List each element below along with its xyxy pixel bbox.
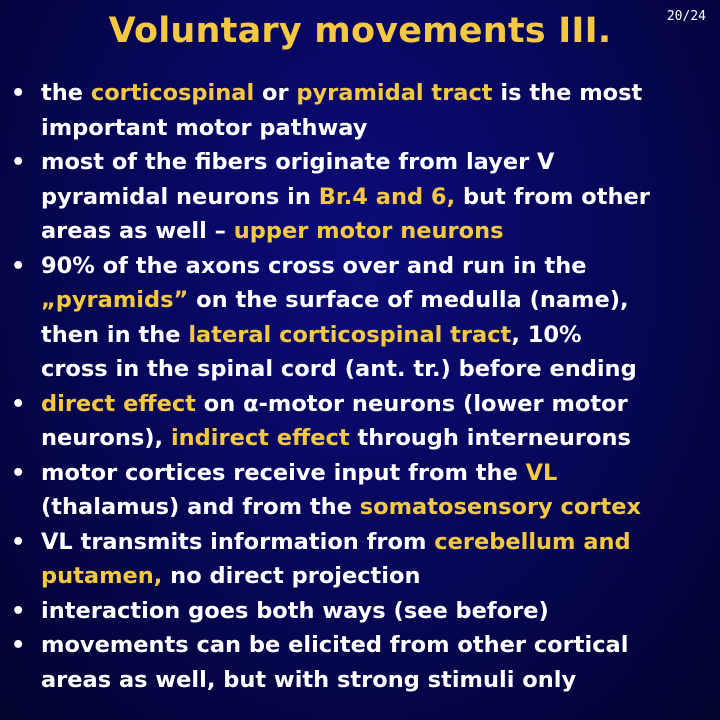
bullet-line	[41, 456, 712, 491]
bullet-line	[41, 352, 712, 387]
highlighted-term: putamen,	[41, 563, 163, 589]
bullet-line	[41, 111, 712, 146]
bullet-text: on the surface of medulla (name),	[188, 287, 629, 313]
bullet-line	[41, 76, 712, 111]
bullet-line	[41, 145, 712, 180]
highlighted-term: corticospinal	[90, 80, 255, 106]
bullet-text: or	[254, 80, 297, 106]
bullet-line	[41, 249, 712, 284]
bullet-item	[8, 145, 712, 249]
bullet-item	[8, 76, 712, 145]
highlighted-term: somatosensory cortex	[359, 494, 641, 520]
bullet-text: VL transmits information from	[41, 528, 435, 555]
bullet-text: interaction goes both ways (see before)	[41, 597, 549, 624]
bullet-text: neurons),	[41, 425, 171, 451]
bullet-list	[8, 76, 712, 697]
bullet-text: 90% of the axons cross over and run in the	[41, 252, 587, 279]
bullet-text: areas as well, but with strong stimuli only	[41, 666, 577, 693]
bullet-item	[8, 628, 712, 697]
bullet-text: important motor pathway	[41, 114, 368, 141]
highlighted-term: direct effect	[41, 390, 196, 417]
bullet-marker: •	[11, 80, 26, 106]
bullet-text: cross in the spinal cord (ant. tr.) before ending	[41, 356, 637, 382]
bullet-text: but from other	[455, 183, 650, 210]
bullet-text: areas as well –	[41, 218, 234, 244]
bullet-line	[41, 490, 712, 525]
bullet-line	[41, 214, 712, 249]
highlighted-term: upper motor neurons	[233, 218, 504, 244]
bullet-marker: •	[11, 459, 26, 486]
bullet-line	[41, 525, 712, 560]
bullet-text: , 10%	[511, 321, 582, 348]
bullet-line	[41, 628, 712, 663]
bullet-text: most of the fibers originate from layer V	[41, 149, 555, 175]
bullet-line	[41, 421, 712, 456]
bullet-marker: •	[11, 597, 26, 624]
bullet-text: motor cortices receive input from the	[41, 459, 526, 486]
bullet-marker: •	[11, 390, 26, 417]
bullet-line	[41, 663, 712, 698]
bullet-item	[8, 594, 712, 629]
highlighted-term: Br.4 and 6,	[318, 183, 456, 210]
highlighted-term: „pyramids”	[41, 287, 189, 313]
page-number: 20/24	[666, 9, 706, 24]
bullet-text: movements can be elicited from other cortical	[41, 632, 629, 658]
bullet-marker: •	[11, 632, 26, 658]
bullet-line	[41, 180, 712, 215]
bullet-item	[8, 249, 712, 387]
bullet-line	[41, 318, 712, 353]
bullet-item	[8, 525, 712, 594]
bullet-marker: •	[11, 149, 26, 175]
bullet-item	[8, 456, 712, 525]
bullet-line	[41, 559, 712, 594]
bullet-line	[41, 283, 712, 318]
bullet-marker: •	[11, 252, 26, 279]
highlighted-term: VL	[525, 459, 558, 486]
highlighted-term: cerebellum and	[434, 528, 631, 555]
highlighted-term: indirect effect	[170, 425, 350, 451]
bullet-text: through interneurons	[349, 425, 631, 451]
highlighted-term: lateral corticospinal tract	[188, 321, 512, 348]
bullet-marker: •	[11, 528, 26, 555]
bullet-text: (thalamus) and from the	[41, 494, 360, 520]
bullet-item	[8, 387, 712, 456]
slide-title: Voluntary movements III.	[108, 11, 612, 51]
bullet-text: pyramidal neurons in	[41, 183, 319, 210]
bullet-line	[41, 594, 712, 629]
bullet-text: then in the	[41, 321, 189, 348]
highlighted-term: pyramidal tract	[296, 80, 493, 106]
bullet-text: the	[41, 80, 91, 106]
bullet-line	[41, 387, 712, 422]
bullet-text: no direct projection	[162, 563, 421, 589]
bullet-text: is the most	[492, 80, 643, 106]
bullet-text: on α-motor neurons (lower motor	[195, 390, 628, 417]
